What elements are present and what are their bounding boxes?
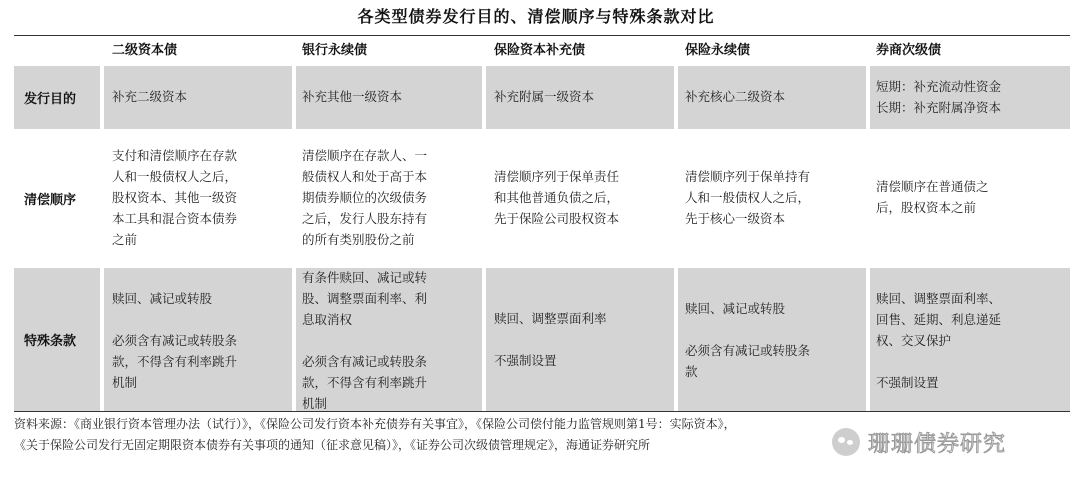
table-row-purpose <box>14 66 1070 129</box>
cell-purpose-tier2: 补充二级资本 <box>112 89 188 104</box>
cell-purpose-bank-perpetual: 补充其他一级资本 <box>302 89 403 104</box>
cell-terms-broker: 赎回、调整票面利率、 回售、延期、利息递延 权、交叉保护 不强制设置 <box>876 291 1002 390</box>
column-header-row <box>0 36 1072 66</box>
row-label-special-terms: 特殊条款 <box>24 334 77 349</box>
table-title: 各类型债券发行目的、清偿顺序与特殊条款对比 <box>357 7 715 26</box>
cell-repayment-broker: 清偿顺序在普通债之 后，股权资本之前 <box>876 179 989 215</box>
cell-terms-bank-perpetual: 有条件赎回、减记或转 股、调整票面利率、利 息取消权 必须含有减记或转股条 款，不得含有利率跳升 机制 <box>302 270 428 411</box>
table-row-repayment <box>14 129 1070 268</box>
column-header-tier2-bond: 二级资本债 <box>112 43 178 58</box>
column-header-insurance-perpetual: 保险永续债 <box>685 43 751 58</box>
cell-terms-insurance-capital: 赎回、调整票面利率 不强制设置 <box>494 311 607 368</box>
wechat-icon <box>832 428 860 456</box>
cell-repayment-bank-perpetual: 清偿顺序在存款人、一 般债权人和处于高于本 期债券顺位的次级债务 之后，发行人股东持有 的所有类别股份之前 <box>302 148 428 247</box>
cell-repayment-insurance-capital: 清偿顺序列于保单责任 和其他普通负债之后， 先于保险公司股权资本 <box>494 169 620 226</box>
cell-purpose-broker: 短期：补充流动性资金 长期：补充附属净资本 <box>876 79 1002 115</box>
watermark-text: 珊珊债券研究 <box>868 431 1007 457</box>
cell-purpose-insurance-capital: 补充附属一级资本 <box>494 89 595 104</box>
cell-repayment-insurance-perpetual: 清偿顺序列于保单持有 人和一般债权人之后， 先于核心一级资本 <box>685 169 811 226</box>
column-header-bank-perpetual: 银行永续债 <box>302 43 368 58</box>
row-label-repayment: 清偿顺序 <box>24 193 77 208</box>
cell-purpose-insurance-perpetual: 补充核心二级资本 <box>685 89 786 104</box>
column-header-broker-subordinated: 券商次级债 <box>876 43 942 58</box>
row-label-purpose: 发行目的 <box>24 92 77 107</box>
cell-terms-insurance-perpetual: 赎回、减记或转股 必须含有减记或转股条 款 <box>685 301 811 379</box>
cell-repayment-tier2: 支付和清偿顺序在存款 人和一般债权人之后， 股权资本、其他一级资 本工具和混合资本债券 之前 <box>112 148 238 247</box>
watermark <box>832 422 1052 462</box>
cell-terms-tier2: 赎回、减记或转股 必须含有减记或转股条 款，不得含有利率跳升 机制 <box>112 291 238 390</box>
bottom-rule <box>14 411 1070 412</box>
source-note-line2: 《关于保险公司发行无固定期限资本债券有关事项的通知（征求意见稿）》，《证券公司次级债管理规定》，海通证券研究所 <box>14 438 651 452</box>
source-note-line1: 资料来源：《商业银行资本管理办法（试行）》，《保险公司发行资本补充债券有关事宜》，《保险公司偿付能力监管规则第1号：实际资本》， <box>14 417 736 431</box>
column-header-insurance-capital: 保险资本补充债 <box>494 43 586 58</box>
table-row-special-terms <box>14 268 1070 411</box>
